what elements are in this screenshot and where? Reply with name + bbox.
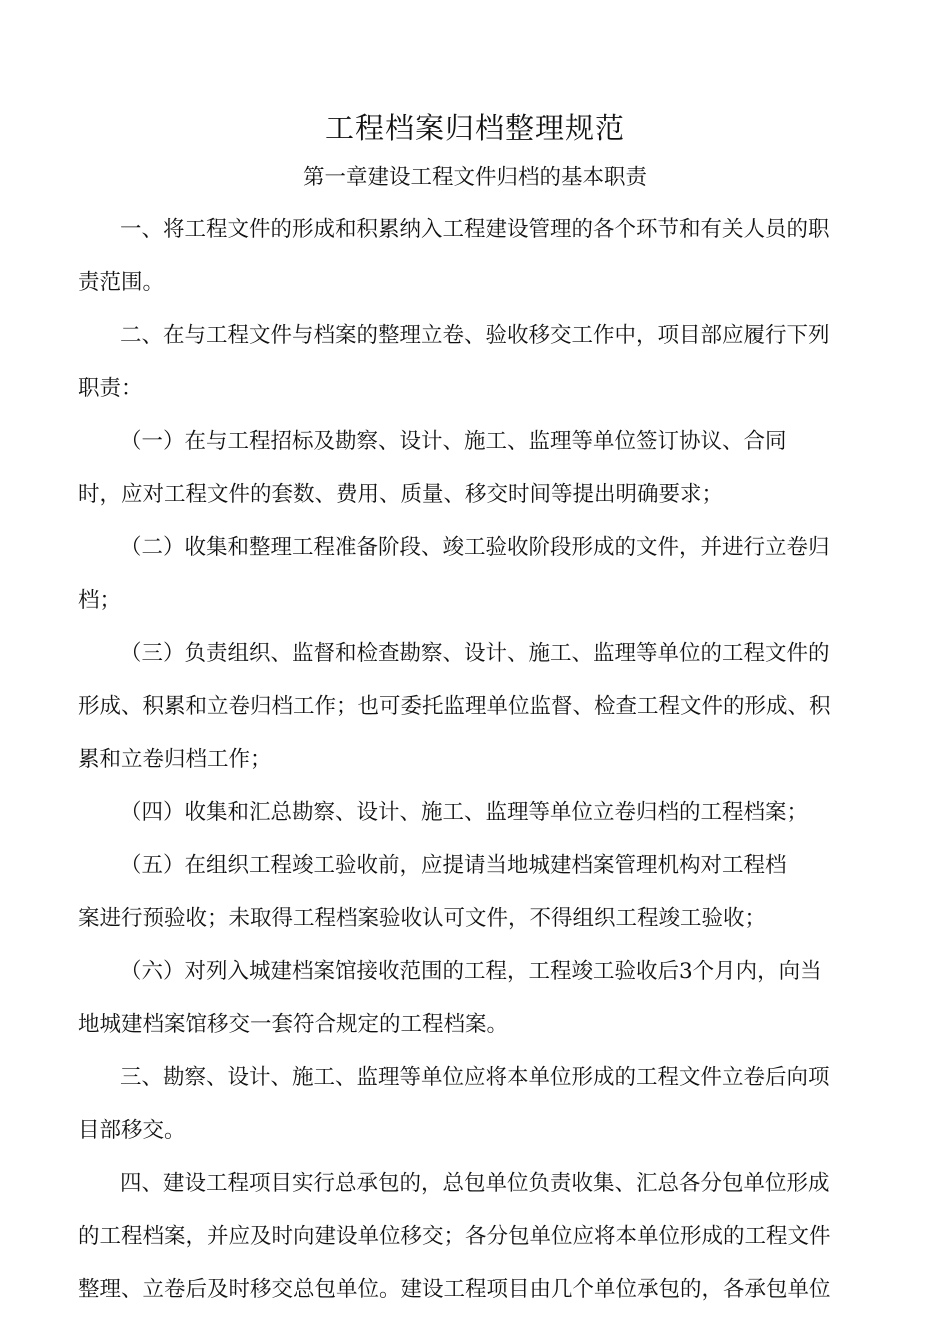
- item-5-line-2: 案进行预验收；未取得工程档案验收认可文件，不得组织工程竣工验收；: [78, 906, 767, 931]
- item-2-line-1: （二）收集和整理工程准备阶段、竣工验收阶段形成的文件，并进行立卷归: [120, 535, 830, 560]
- item-1-line-2: 时，应对工程文件的套数、费用、质量、移交时间等提出明确要求；: [78, 482, 724, 507]
- item-6-line-1: （六）对列入城建档案馆接收范围的工程，工程竣工验收后3个月内，向当: [120, 959, 822, 984]
- item-5-line-1: （五）在组织工程竣工验收前，应提请当地城建档案管理机构对工程档: [120, 853, 787, 878]
- item-4-line-1: （四）收集和汇总勘察、设计、施工、监理等单位立卷归档的工程档案；: [120, 800, 809, 825]
- paragraph-2-line-1: 二、在与工程文件与档案的整理立卷、验收移交工作中，项目部应履行下列: [120, 323, 830, 348]
- chapter-heading: 第一章建设工程文件归档的基本职责: [302, 165, 647, 190]
- paragraph-1-line-2: 责范围。: [78, 270, 165, 295]
- paragraph-3-line-2: 目部移交。: [78, 1118, 186, 1143]
- item-3-line-3: 累和立卷归档工作；: [78, 747, 272, 772]
- item-2-line-2: 档；: [78, 588, 122, 613]
- paragraph-4-line-3: 整理、立卷后及时移交总包单位。建设工程项目由几个单位承包的，各承包单位: [78, 1277, 831, 1302]
- paragraph-4-line-2: 的工程档案，并应及时向建设单位移交；各分包单位应将本单位形成的工程文件: [78, 1224, 831, 1249]
- item-1-line-1: （一）在与工程招标及勘察、设计、施工、监理等单位签订协议、合同: [120, 429, 787, 454]
- paragraph-3-line-1: 三、勘察、设计、施工、监理等单位应将本单位形成的工程文件立卷后向项: [120, 1065, 830, 1090]
- paragraph-2-line-2: 职责：: [78, 376, 143, 401]
- item-6-line-2: 地城建档案馆移交一套符合规定的工程档案。: [78, 1012, 509, 1037]
- item-3-line-1: （三）负责组织、监督和检查勘察、设计、施工、监理等单位的工程文件的: [120, 641, 830, 666]
- paragraph-1-line-1: 一、将工程文件的形成和积累纳入工程建设管理的各个环节和有关人员的职: [120, 217, 830, 242]
- item-3-line-2: 形成、积累和立卷归档工作；也可委托监理单位监督、检查工程文件的形成、积: [78, 694, 831, 719]
- document-title: 工程档案归档整理规范: [324, 111, 625, 145]
- paragraph-4-line-1: 四、建设工程项目实行总承包的，总包单位负责收集、汇总各分包单位形成: [120, 1171, 830, 1196]
